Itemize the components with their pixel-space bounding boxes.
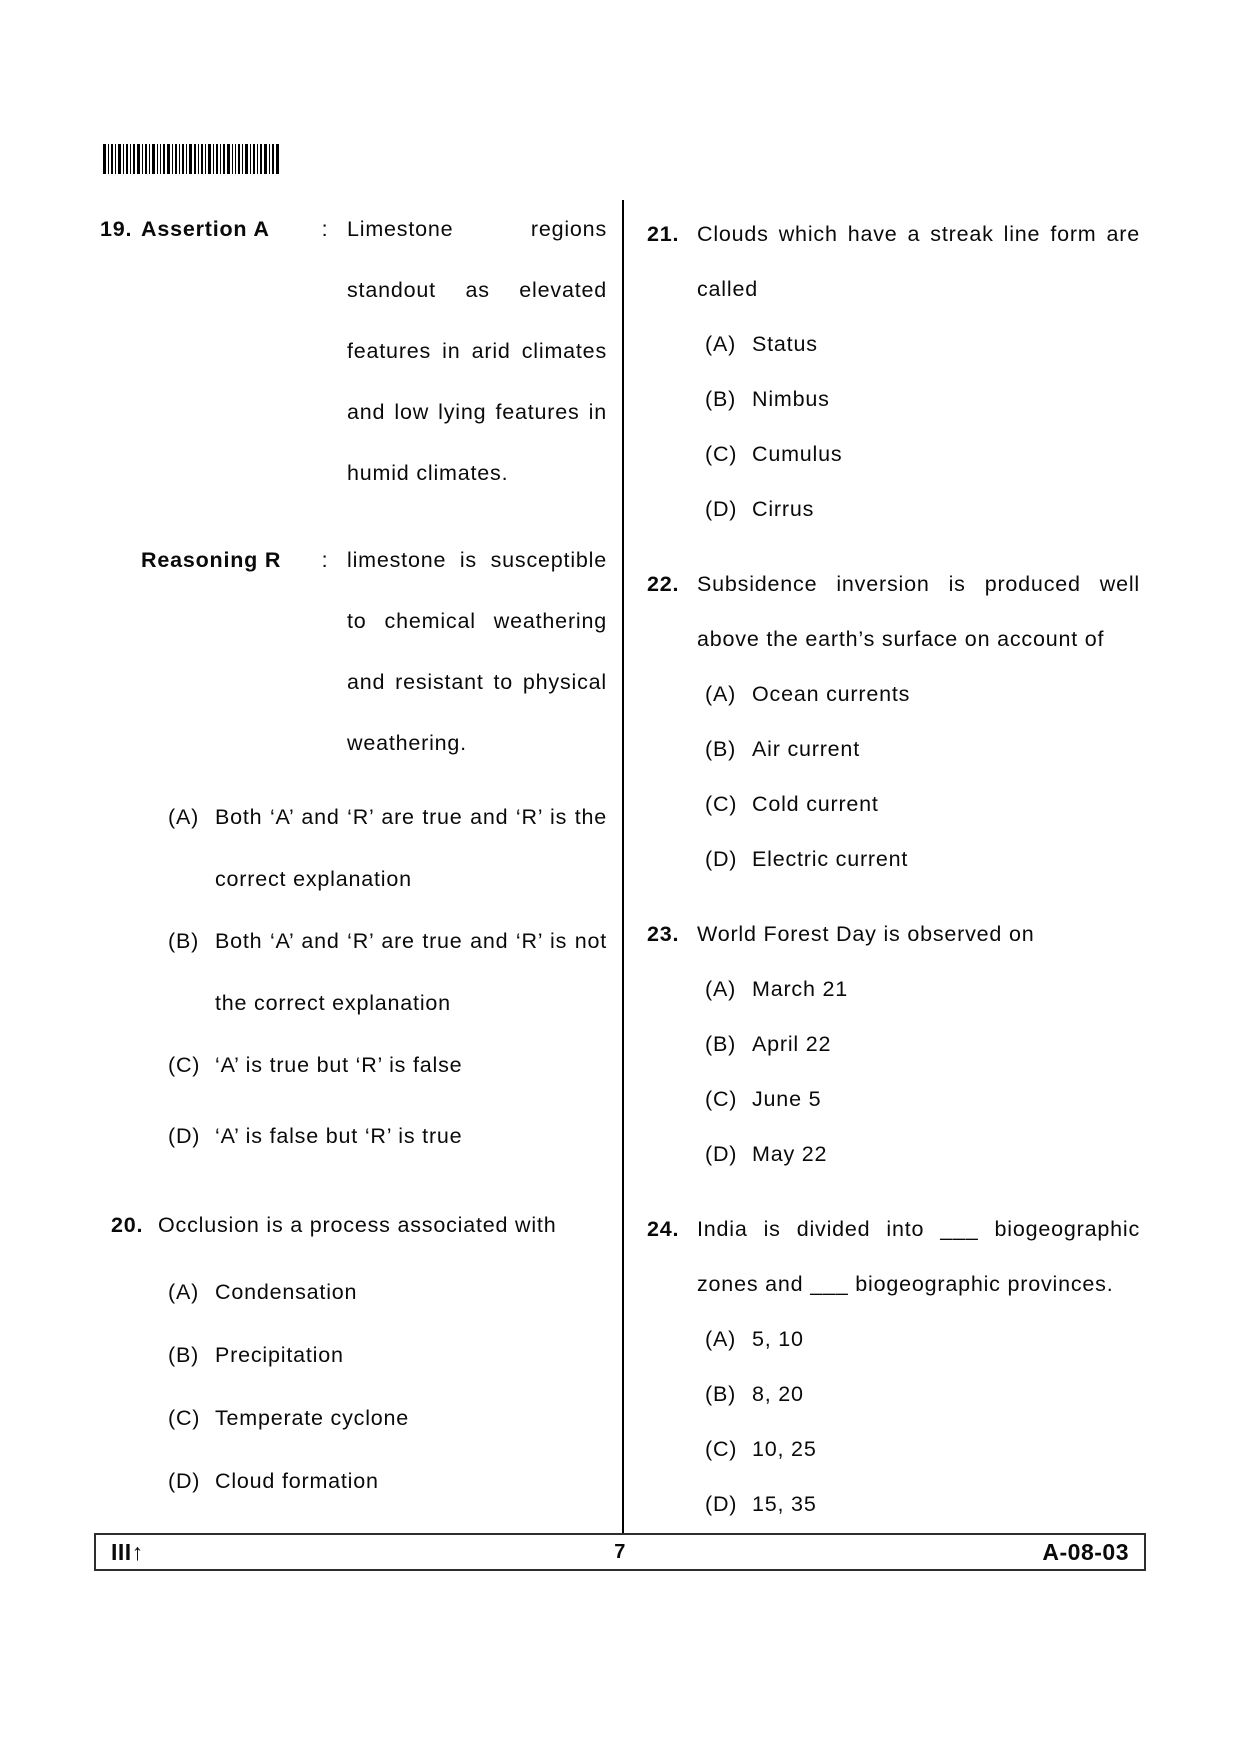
option-marker: (D) — [705, 1142, 738, 1166]
page-footer — [94, 1533, 1146, 1571]
option-row — [100, 1262, 607, 1323]
option-row — [100, 1325, 607, 1386]
question-row — [100, 1195, 607, 1256]
option-row — [647, 1127, 1140, 1182]
option-row — [647, 1017, 1140, 1072]
question-text: Occlusion is a process associated with — [158, 1213, 557, 1237]
option-marker: (A) — [705, 682, 737, 706]
question-number: 22. — [647, 572, 680, 596]
spacer — [100, 530, 141, 774]
footer-series-mark: III↑ — [111, 1538, 144, 1565]
option-text: 5, 10 — [752, 1327, 804, 1351]
question-20 — [100, 1195, 607, 1512]
option-row — [100, 910, 607, 1034]
question-19 — [100, 199, 607, 1167]
option-row — [100, 1105, 607, 1167]
question-text: Subsidence inversion is produced well above the earth’s surface on account of — [697, 572, 1140, 651]
option-row — [647, 777, 1140, 832]
option-row — [100, 1451, 607, 1512]
option-row — [647, 962, 1140, 1017]
question-number: 24. — [647, 1217, 680, 1241]
page-number: 7 — [614, 1540, 626, 1563]
option-marker: (D) — [705, 497, 738, 521]
option-marker: (A) — [705, 977, 737, 1001]
option-text: Cloud formation — [215, 1469, 379, 1493]
option-row — [647, 482, 1140, 537]
option-text: Electric current — [752, 847, 909, 871]
option-row — [647, 1312, 1140, 1367]
assertion-text: Limestone regions standout as elevated features in arid climates and low lying features in humid climates. — [347, 217, 607, 485]
option-row — [647, 1477, 1140, 1532]
option-marker: (C) — [705, 792, 738, 816]
question-row — [647, 557, 1140, 667]
option-row — [647, 317, 1140, 372]
option-marker: (A) — [705, 332, 737, 356]
option-row — [647, 427, 1140, 482]
options-list — [647, 1312, 1140, 1532]
option-marker: (D) — [168, 1469, 201, 1493]
option-row — [647, 1367, 1140, 1422]
reasoning-row — [100, 530, 607, 774]
question-text: World Forest Day is observed on — [697, 922, 1035, 946]
option-text: Ocean currents — [752, 682, 911, 706]
option-text: Both ‘A’ and ‘R’ are true and ‘R’ is not the correct explanation — [215, 929, 607, 1015]
reasoning-label: Reasoning R — [141, 548, 282, 572]
option-row — [100, 786, 607, 910]
option-marker: (B) — [168, 929, 200, 953]
option-marker: (B) — [705, 737, 737, 761]
option-text: 8, 20 — [752, 1382, 804, 1406]
footer-booklet-code: A-08-03 — [1042, 1538, 1129, 1565]
option-text: Cumulus — [752, 442, 843, 466]
option-marker: (B) — [168, 1343, 200, 1367]
option-marker: (A) — [168, 1280, 200, 1304]
option-text: Cirrus — [752, 497, 815, 521]
column-divider — [622, 200, 624, 1533]
option-marker: (D) — [705, 847, 738, 871]
options-list — [100, 1262, 607, 1512]
question-number: 23. — [647, 922, 680, 946]
question-number: 20. — [111, 1213, 144, 1237]
options-list — [647, 667, 1140, 887]
question-24 — [647, 1202, 1140, 1532]
option-marker: (A) — [705, 1327, 737, 1351]
reasoning-text: limestone is susceptible to chemical weathering and resistant to physical weathering. — [347, 548, 607, 755]
question-number: 21. — [647, 222, 680, 246]
question-text: India is divided into ___ biogeographic zones and ___ biogeographic provinces. — [697, 1217, 1140, 1296]
option-text: Status — [752, 332, 818, 356]
option-text: Precipitation — [215, 1343, 344, 1367]
question-row — [647, 1202, 1140, 1312]
option-row — [647, 1422, 1140, 1477]
option-marker: (C) — [705, 1437, 738, 1461]
option-marker: (D) — [168, 1124, 201, 1148]
option-text: Condensation — [215, 1280, 358, 1304]
question-row — [647, 207, 1140, 317]
option-text: Both ‘A’ and ‘R’ are true and ‘R’ is the correct explanation — [215, 805, 607, 891]
option-text: June 5 — [752, 1087, 822, 1111]
option-row — [647, 832, 1140, 887]
option-marker: (C) — [168, 1406, 201, 1430]
option-text: 10, 25 — [752, 1437, 817, 1461]
option-marker: (B) — [705, 387, 737, 411]
right-column — [647, 207, 1140, 1532]
options-list — [647, 962, 1140, 1182]
colon-separator: : — [321, 548, 329, 572]
option-text: March 21 — [752, 977, 849, 1001]
option-text: Air current — [752, 737, 860, 761]
option-text: Temperate cyclone — [215, 1406, 410, 1430]
left-column — [100, 199, 607, 1512]
option-row — [100, 1388, 607, 1449]
option-text: ‘A’ is false but ‘R’ is true — [215, 1124, 463, 1148]
question-21 — [647, 207, 1140, 537]
option-marker: (B) — [705, 1382, 737, 1406]
option-marker: (C) — [705, 442, 738, 466]
options-list — [647, 317, 1140, 537]
option-text: Cold current — [752, 792, 879, 816]
option-row — [647, 722, 1140, 777]
question-23 — [647, 907, 1140, 1182]
option-text: 15, 35 — [752, 1492, 817, 1516]
question-22 — [647, 557, 1140, 887]
option-row — [100, 1034, 607, 1096]
option-row — [647, 667, 1140, 722]
question-row — [647, 907, 1140, 962]
question-number: 19. — [100, 217, 133, 241]
option-marker: (B) — [705, 1032, 737, 1056]
options-list — [100, 786, 607, 1167]
option-row — [647, 1072, 1140, 1127]
assertion-label: Assertion A — [141, 217, 270, 241]
option-marker: (D) — [705, 1492, 738, 1516]
colon-separator: : — [321, 217, 329, 241]
barcode-image — [103, 144, 279, 174]
option-text: Nimbus — [752, 387, 830, 411]
option-marker: (C) — [705, 1087, 738, 1111]
option-text: May 22 — [752, 1142, 828, 1166]
option-text: April 22 — [752, 1032, 832, 1056]
question-text: Clouds which have a streak line form are called — [697, 222, 1140, 301]
option-text: ‘A’ is true but ‘R’ is false — [215, 1053, 463, 1077]
option-row — [647, 372, 1140, 427]
option-marker: (C) — [168, 1053, 201, 1077]
assertion-row — [100, 199, 607, 504]
option-marker: (A) — [168, 805, 200, 829]
